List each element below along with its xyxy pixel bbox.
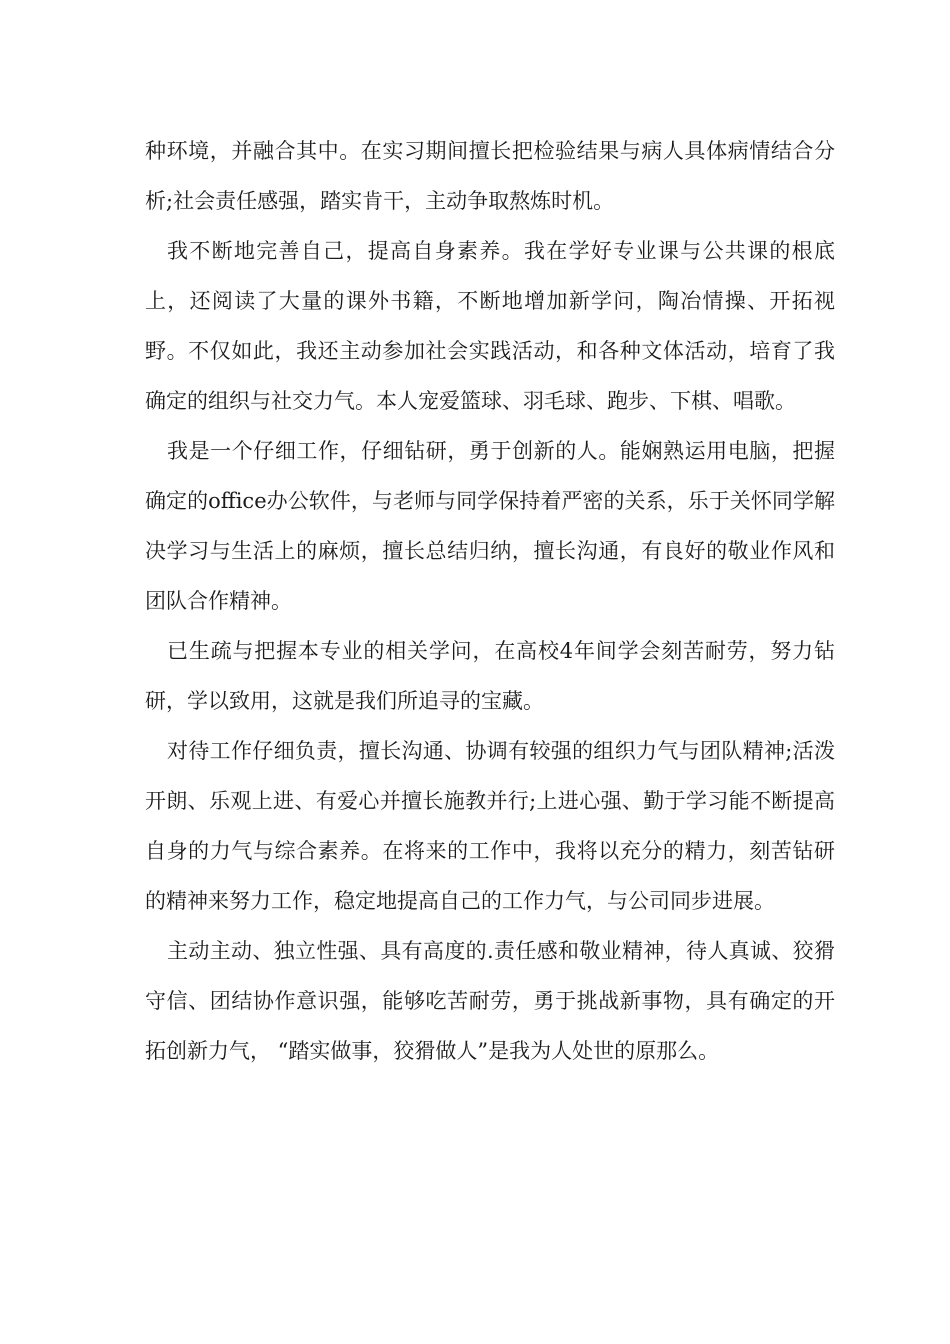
paragraph-4: 已生疏与把握本专业的相关学问，在高校4年间学会刻苦耐劳，努力钻研，学以致用，这就是我们所追寻的宝藏。 <box>145 639 835 713</box>
paragraph-6: 主动主动、独立性强、具有高度的.责任感和敬业精神，待人真诚、狡猾守信、团结协作意识强，能够吃苦耐劳，勇于挑战新事物，具有确定的开拓创新力气， “踏实做事，狡猾做人”是我为人处世的原那么。 <box>145 939 835 1063</box>
paragraph-1: 种环境，并融合其中。在实习期间擅长把检验结果与病人具体病情结合分析;社会责任感强，踏实肯干，主动争取熬炼时机。 <box>145 139 835 213</box>
paragraph-5: 对待工作仔细负责，擅长沟通、协调有较强的组织力气与团队精神;活泼开朗、乐观上进、有爱心并擅长施教并行;上进心强、勤于学习能不断提高自身的力气与综合素养。在将来的工作中，我将以充分的精力，刻苦钻研的精神来努力工作，稳定地提高自己的工作力气，与公司同步进展。 <box>145 739 835 913</box>
paragraph-2: 我不断地完善自己，提高自身素养。我在学好专业课与公共课的根底上，还阅读了大量的课外书籍，不断地增加新学问，陶冶情操、开拓视野。不仅如此，我还主动参加社会实践活动，和各种文体活动，培育了我确定的组织与社交力气。本人宠爱篮球、羽毛球、跑步、下棋、唱歌。 <box>145 239 835 413</box>
document-body <box>145 126 835 1076</box>
paragraph-3: 我是一个仔细工作，仔细钻研，勇于创新的人。能娴熟运用电脑，把握确定的office办公软件，与老师与同学保持着严密的关系，乐于关怀同学解决学习与生活上的麻烦，擅长总结归纳，擅长沟通，有良好的敬业作风和团队合作精神。 <box>145 439 835 613</box>
